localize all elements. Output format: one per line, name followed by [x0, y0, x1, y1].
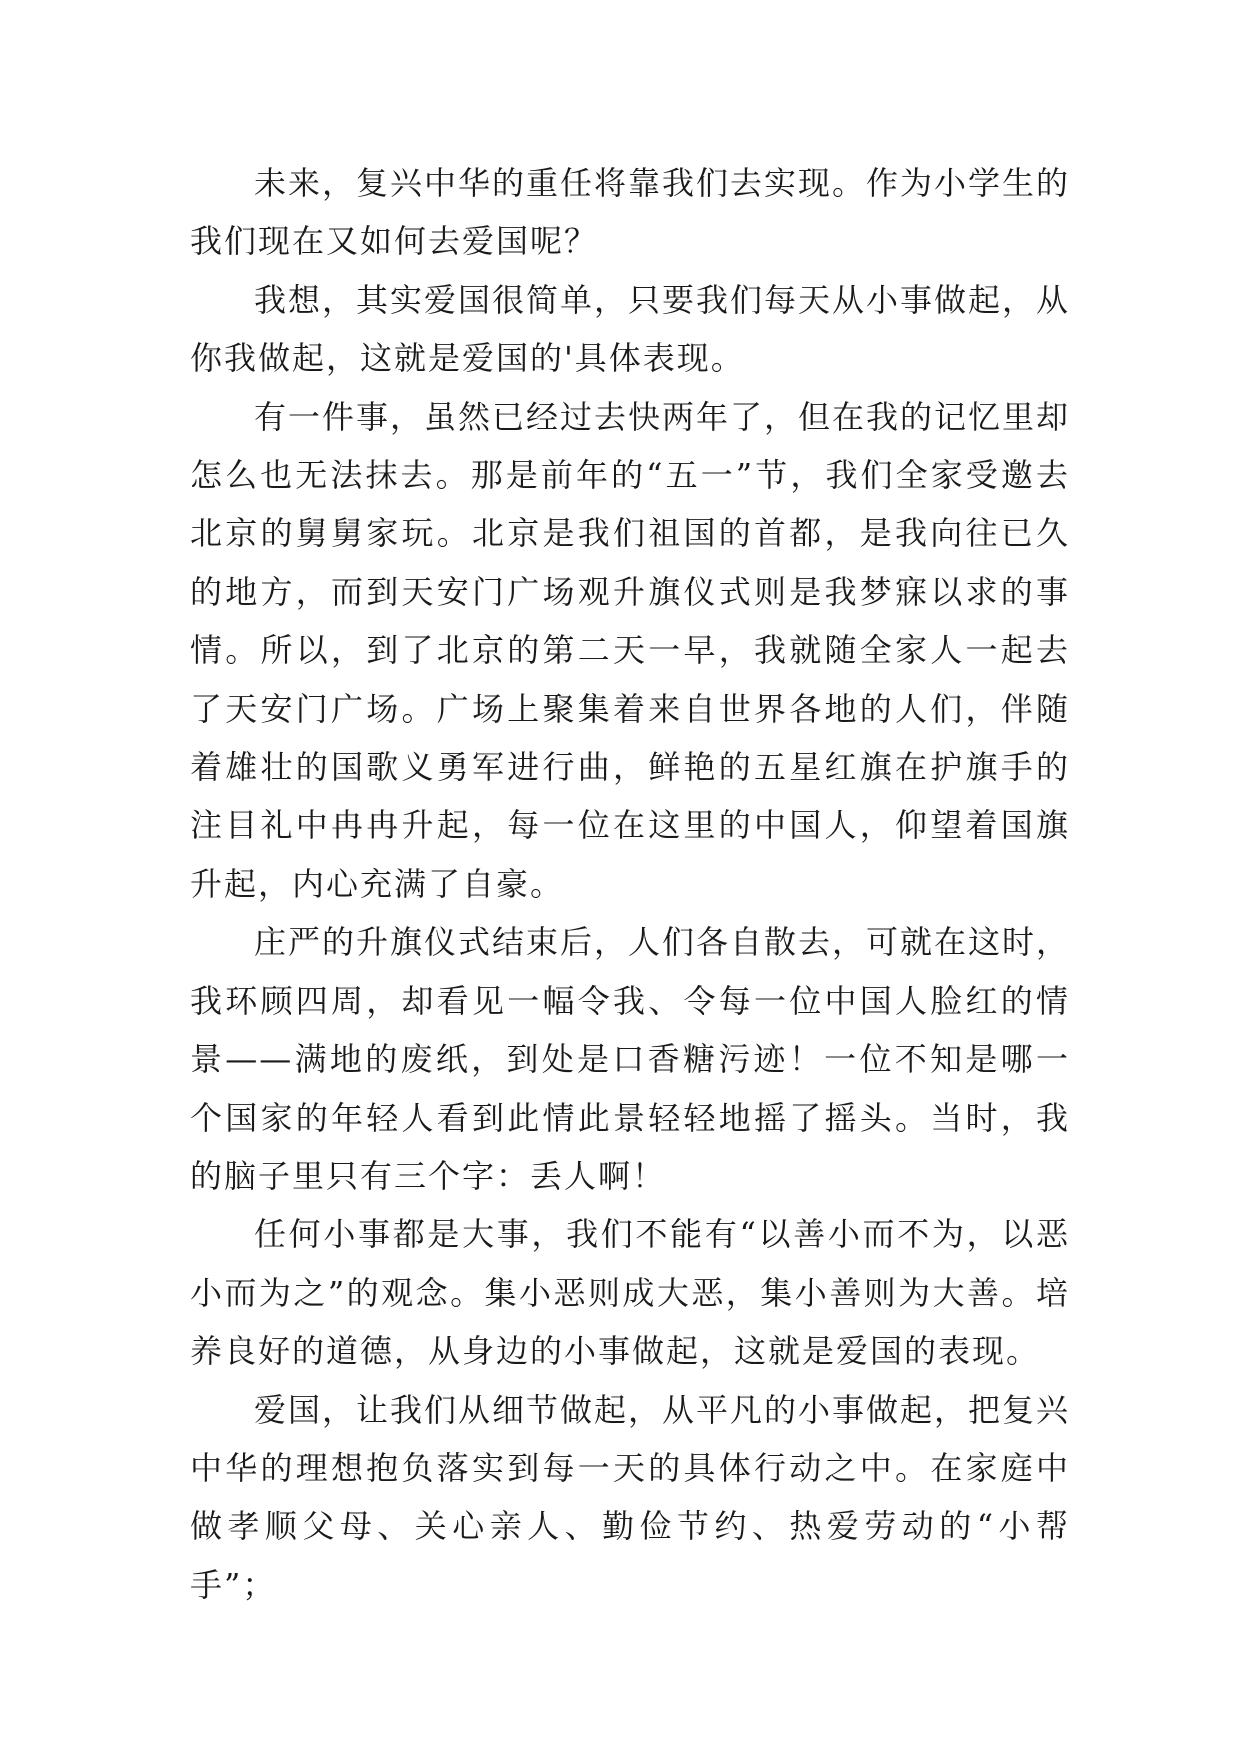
paragraph-5: 任何小事都是大事，我们不能有“以善小而不为，以恶小而为之”的观念。集小恶则成大恶，集小善则为大善。培养良好的道德，从身边的小事做起，这就是爱国的表现。 [190, 1215, 1070, 1371]
paragraph-6: 爱国，让我们从细节做起，从平凡的小事做起，把复兴中华的理想抱负落实到每一天的具体行动之中。在家庭中做孝顺父母、关心亲人、勤俭节约、热爱劳动的“小帮手”； [190, 1390, 1071, 1604]
paragraph-1: 未来，复兴中华的重任将靠我们去实现。作为小学生的我们现在又如何去爱国呢？ [190, 164, 1071, 261]
paragraph-4: 庄严的升旗仪式结束后，人们各自散去，可就在这时，我环顾四周，却看见一幅令我、令每一位中国人脸红的情景——满地的废纸，到处是口香糖污迹！一位不知是哪一个国家的年轻人看到此情此景轻轻地摇了摇头。当时，我的脑子里只有三个字：丢人啊！ [190, 923, 1071, 1195]
essay-body [190, 154, 1070, 1614]
paragraph-3: 有一件事，虽然已经过去快两年了，但在我的记忆里却怎么也无法抹去。那是前年的“五一”节，我们全家受邀去北京的舅舅家玩。北京是我们祖国的首都，是我向往已久的地方，而到天安门广场观升旗仪式则是我梦寐以求的事情。所以，到了北京的第二天一早，我就随全家人一起去了天安门广场。广场上聚集着来自世界各地的人们，伴随着雄壮的国歌义勇军进行曲，鲜艳的五星红旗在护旗手的注目礼中冉冉升起，每一位在这里的中国人，仰望着国旗升起，内心充满了自豪。 [190, 397, 1071, 903]
paragraph-2: 我想，其实爱国很简单，只要我们每天从小事做起，从你我做起，这就是爱国的'具体表现。 [190, 280, 1071, 378]
